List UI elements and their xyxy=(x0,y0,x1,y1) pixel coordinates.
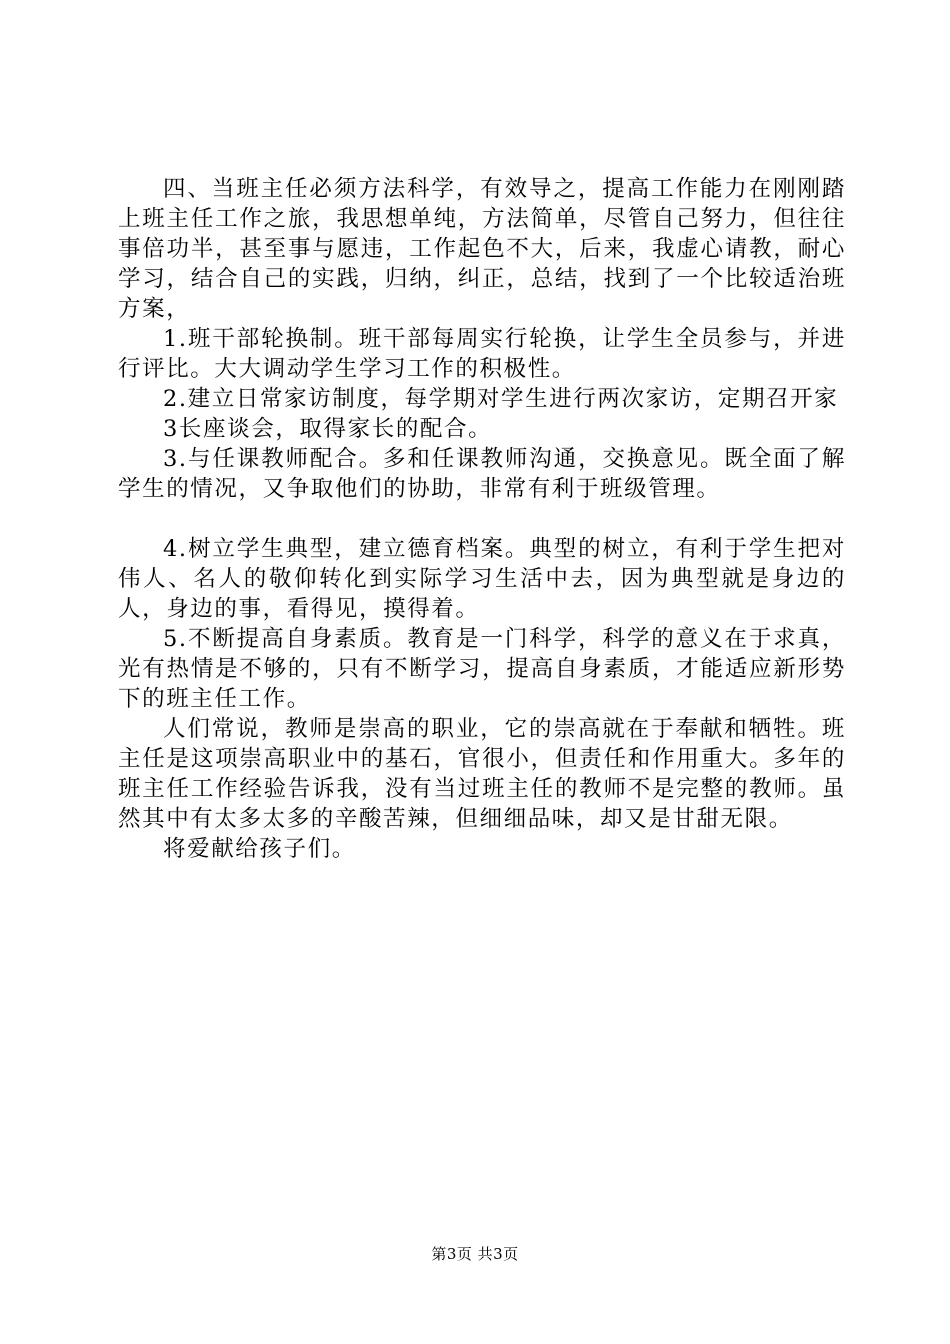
paragraph-item-5: 5.不断提高自身素质。教育是一门科学，科学的意义在于求真，光有热情是不够的，只有不断学习，提高自身素质，才能适应新形势下的班主任工作。 xyxy=(118,626,846,712)
paragraph-item-2: 2.建立日常家访制度，每学期对学生进行两次家访，定期召开家 xyxy=(163,386,839,412)
paragraph-spacer xyxy=(118,504,846,534)
paragraph-item-1: 1.班干部轮换制。班干部每周实行轮换，让学生全员参与，并进行评比。大大调动学生学习工作的积极性。 xyxy=(118,326,846,382)
paragraph-section-four: 四、当班主任必须方法科学，有效导之，提高工作能力在刚刚踏上班主任工作之旅，我思想单纯，方法简单，尽管自己努力，但往往事倍功半，甚至事与愿违，工作起色不大，后来，我虚心请教，耐心学习，结合自己的实践，归纳，纠正，总结，找到了一个比较适治班方案， xyxy=(118,176,846,322)
paragraph-item-3: 3.与任课教师配合。多和任课教师沟通，交换意见。既全面了解学生的情况，又争取他们的协助，非常有利于班级管理。 xyxy=(118,446,846,502)
paragraph-conclusion: 人们常说，教师是崇高的职业，它的崇高就在于奉献和牺牲。班主任是这项崇高职业中的基石，官很小，但责任和作用重大。多年的班主任工作经验告诉我，没有当过班主任的教师不是完整的教师。虽然其中有太多太多的辛酸苦辣，但细细品味，却又是甘甜无限。 xyxy=(118,716,846,832)
paragraph-item-4: 4.树立学生典型，建立德育档案。典型的树立，有利于学生把对伟人、名人的敬仰转化到实际学习生活中去，因为典型就是身边的人，身边的事，看得见，摸得着。 xyxy=(118,536,846,622)
page-footer: 第3页 共3页 xyxy=(431,1245,519,1263)
paragraph-closing: 将爱献给孩子们。 xyxy=(163,836,356,862)
document-body xyxy=(118,174,846,864)
paragraph-item-2-continued: 3长座谈会，取得家长的配合。 xyxy=(163,416,493,442)
